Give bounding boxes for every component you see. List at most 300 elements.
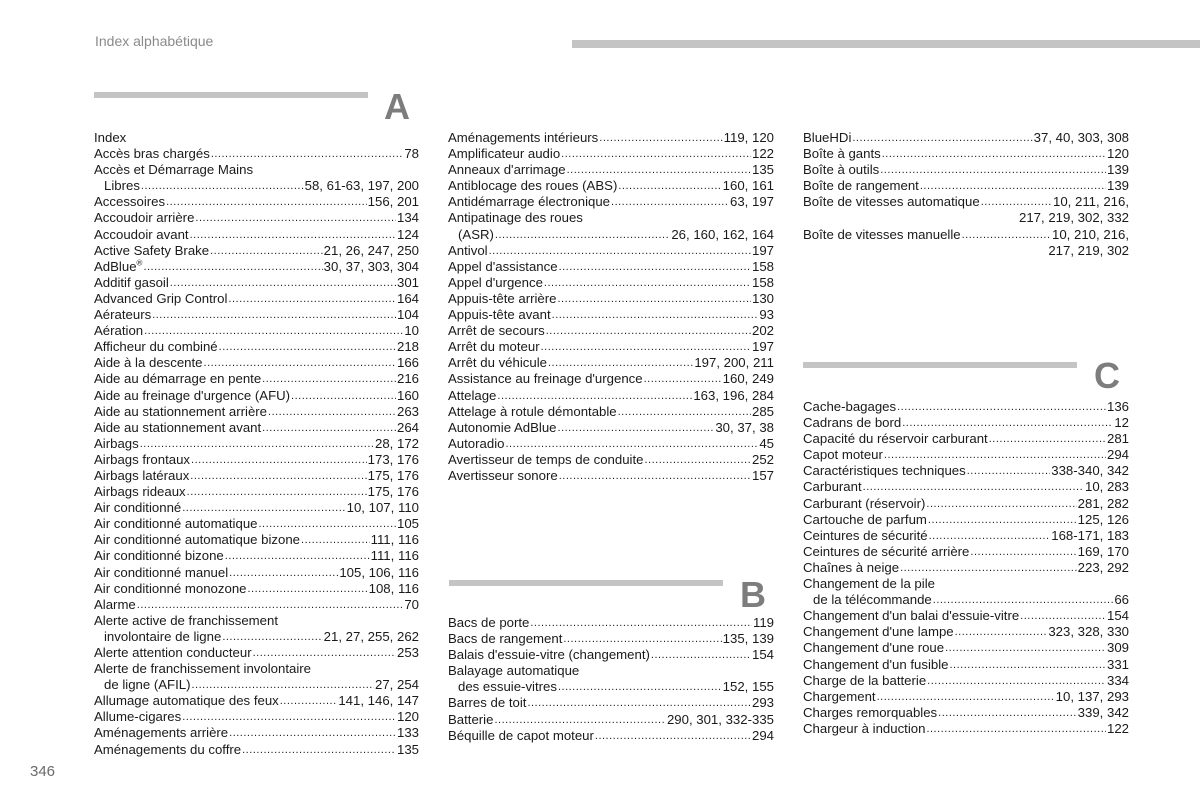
dot-leader <box>182 500 345 516</box>
index-entry-pages: 119, 120 <box>723 130 774 145</box>
index-entry-label: Avertisseur de temps de conduite <box>448 451 644 467</box>
dot-leader <box>170 275 396 291</box>
index-entry-pages: 122 <box>1106 720 1129 736</box>
index-entry-label: Alarme <box>94 596 136 612</box>
header-bar <box>572 40 1200 48</box>
dot-leader <box>611 194 729 210</box>
index-entry-pages: 331 <box>1106 656 1129 672</box>
index-entry-pages: 10, 210, 216, <box>1052 226 1129 242</box>
index-entry <box>448 615 774 631</box>
section-c-bar <box>803 362 1077 368</box>
dot-leader <box>544 275 751 291</box>
index-entry-label: Balais d'essuie-vitre (changement) <box>448 647 650 663</box>
index-entry <box>448 130 774 146</box>
dot-leader <box>558 679 722 695</box>
index-entry-label: Charge de la batterie <box>803 672 927 688</box>
index-entry <box>448 679 774 695</box>
index-entry-pages: 130 <box>751 290 774 306</box>
index-entry <box>803 399 1129 415</box>
dot-leader <box>548 355 693 371</box>
index-entry-label: Capacité du réservoir carburant <box>803 431 988 447</box>
dot-leader <box>211 146 404 162</box>
index-entry-pages: 120 <box>1106 146 1129 162</box>
dot-leader <box>192 677 375 693</box>
index-entry-label: Advanced Grip Control <box>94 290 228 306</box>
index-entry-label: Béquille de capot moteur <box>448 727 594 743</box>
index-entry <box>803 721 1129 737</box>
index-entry-pages: 26, 160, 162, 164 <box>671 226 774 242</box>
index-entry <box>448 275 774 291</box>
index-entry-pages: 133 <box>396 725 419 741</box>
index-entry <box>94 227 419 243</box>
index-entry-pages: 158 <box>751 274 774 290</box>
index-entry <box>448 307 774 323</box>
index-entry-pages: 166 <box>396 355 419 371</box>
index-entry-label: Airbags frontaux <box>94 451 191 467</box>
index-entry-label: Allumage automatique des feux <box>94 693 279 709</box>
index-entry-pages: 37, 40, 303, 308 <box>1033 130 1129 145</box>
dot-leader <box>967 463 1051 479</box>
index-entry <box>803 463 1129 479</box>
index-entry-pages: 338-340, 342 <box>1051 463 1129 479</box>
index-entry-pages: 134 <box>396 210 419 226</box>
index-entry-label: Arrêt du véhicule <box>448 355 547 371</box>
dot-leader <box>253 645 396 661</box>
dot-leader <box>563 631 721 647</box>
dot-leader <box>222 629 322 645</box>
index-entry-pages: 58, 61-63, 197, 200 <box>304 178 419 194</box>
index-entry-label: Aide à la descente <box>94 355 203 371</box>
index-entry-label: (ASR) <box>458 226 494 242</box>
dot-leader <box>301 532 370 548</box>
index-entry-pages: 119 <box>752 615 774 630</box>
index-entry <box>94 452 419 468</box>
index-entry-pages: 10, 107, 110 <box>346 500 419 516</box>
index-entry-label: Accoudoir arrière <box>94 210 195 226</box>
index-entry-label: Active Safety Brake <box>94 242 210 258</box>
index-entry <box>803 544 1129 560</box>
index-entry-pages: 264 <box>396 419 419 435</box>
index-entry <box>803 673 1129 689</box>
dot-leader <box>929 528 1051 544</box>
index-entry <box>803 657 1129 673</box>
dot-leader <box>926 496 1076 512</box>
index-entry-label: Boîte de vitesses manuelle <box>803 226 961 242</box>
index-entry <box>94 709 419 725</box>
index-entry-label: Antiblocage des roues (ABS) <box>448 178 618 194</box>
index-entry <box>448 436 774 452</box>
index-entry-pages: 218 <box>396 339 419 355</box>
index-entry <box>94 210 419 226</box>
index-entry <box>94 548 419 564</box>
index-entry <box>448 259 774 275</box>
dot-leader <box>191 452 367 468</box>
index-entry-label: Air conditionné bizone <box>94 548 224 564</box>
index-entry <box>94 565 419 581</box>
index-entry-label: Accoudoir avant <box>94 226 189 242</box>
index-entry-label: Accessoires <box>94 194 166 210</box>
index-entry <box>448 339 774 355</box>
index-entry <box>803 479 1129 495</box>
dot-leader <box>644 452 751 468</box>
index-entry-label: Anneaux d'arrimage <box>448 162 566 178</box>
dot-leader <box>190 468 366 484</box>
page-number: 346 <box>30 763 56 780</box>
index-entry-label: AdBlue® <box>94 258 143 274</box>
index-entry-pages: 111, 116 <box>370 532 419 548</box>
index-entry-label: Caractéristiques techniques <box>803 463 966 479</box>
index-entry-label: Aide au démarrage en pente <box>94 371 262 387</box>
dot-leader <box>1020 608 1106 624</box>
index-entry-heading: Changement de la pile <box>803 576 935 592</box>
index-entry <box>94 307 419 323</box>
dot-leader <box>981 194 1052 210</box>
index-entry-heading: Accès et Démarrage Mains <box>94 162 254 178</box>
index-entry-label: Ceintures de sécurité <box>803 527 928 543</box>
index-entry <box>803 162 1129 178</box>
section-a-letter: A <box>384 86 410 127</box>
index-entry-label: Air conditionné monozone <box>94 580 247 596</box>
dot-leader <box>248 581 368 597</box>
index-entry-label: Afficheur du combiné <box>94 339 218 355</box>
dot-leader <box>262 420 396 436</box>
index-entry-label: Amplificateur audio <box>448 146 561 162</box>
dot-leader <box>489 243 751 259</box>
index-entry <box>803 227 1129 243</box>
index-entry <box>803 592 1129 608</box>
index-entry <box>803 705 1129 721</box>
index-entry-heading: Balayage automatique <box>448 663 580 679</box>
dot-leader <box>210 243 323 259</box>
index-entry-label: Aide au stationnement avant <box>94 419 262 435</box>
index-entry-pages: 309 <box>1106 640 1129 656</box>
dot-leader <box>204 355 396 371</box>
dot-leader <box>567 162 751 178</box>
index-entry <box>803 512 1129 528</box>
index-entry-pages: 139 <box>1106 178 1129 194</box>
dot-leader <box>143 259 322 275</box>
index-column-2-b <box>448 615 774 744</box>
index-entry-pages: 216 <box>396 371 419 387</box>
index-entry-label: Airbags <box>94 435 139 451</box>
index-entry-pages: 175, 176 <box>367 484 419 500</box>
index-entry-label: Aménagements intérieurs <box>448 130 599 145</box>
index-entry-pages: 197 <box>751 339 774 355</box>
index-entry <box>94 516 419 532</box>
index-entry-label: Appuis-tête avant <box>448 307 551 323</box>
index-entry <box>448 162 774 178</box>
dot-leader <box>144 323 403 339</box>
index-entry-label: Boîte de vitesses automatique <box>803 194 980 210</box>
index-entry-label: Cartouche de parfum <box>803 511 927 527</box>
index-entry-label: Aération <box>94 323 144 339</box>
index-entry <box>94 693 419 709</box>
dot-leader <box>644 371 722 387</box>
index-entry <box>448 388 774 404</box>
dot-leader <box>291 388 396 404</box>
dot-leader <box>599 130 722 146</box>
index-entry-label: Libres <box>104 178 140 194</box>
index-entry-pages: 10 <box>404 323 419 339</box>
dot-leader <box>495 227 670 243</box>
dot-leader <box>505 436 758 452</box>
dot-leader <box>897 399 1106 415</box>
dot-leader <box>595 728 751 744</box>
index-entry-label: Charges remorquables <box>803 704 938 720</box>
index-entry <box>803 415 1129 431</box>
index-entry <box>448 371 774 387</box>
dot-leader <box>494 712 665 728</box>
dot-leader <box>949 657 1106 673</box>
index-entry-pages: 21, 26, 247, 250 <box>323 242 419 258</box>
index-entry-pages: 66 <box>1114 592 1129 608</box>
index-entry <box>94 581 419 597</box>
index-entry-label: de la télécommande <box>813 592 932 608</box>
index-entry-label: Capot moteur <box>803 447 883 463</box>
index-entry <box>448 243 774 259</box>
index-entry-pages: 168-171, 183 <box>1051 527 1129 543</box>
index-entry-label: Alerte attention conducteur <box>94 645 252 660</box>
index-entry <box>94 468 419 484</box>
index-entry-pages: 12 <box>1114 415 1129 431</box>
dot-leader <box>546 323 751 339</box>
index-entry-label: Boîte de rangement <box>803 178 919 194</box>
dot-leader <box>527 695 751 711</box>
dot-leader <box>561 146 751 162</box>
index-entry-pages: 122 <box>751 146 774 162</box>
index-entry-heading: Alerte de franchissement involontaire <box>94 661 311 677</box>
section-c-letter: C <box>1094 355 1120 396</box>
index-entry-pages: 78 <box>404 146 419 162</box>
index-entry-pages: 111, 116 <box>370 548 419 564</box>
index-entry-pages: 10, 137, 293 <box>1055 688 1129 704</box>
index-entry-label: des essuie-vitres <box>458 679 557 695</box>
dot-leader <box>140 436 374 452</box>
dot-leader <box>877 689 1055 705</box>
index-entry-pages: 294 <box>751 727 774 743</box>
index-entry-label: Chaînes à neige <box>803 559 900 575</box>
index-entry-pages: 175, 176 <box>367 467 419 483</box>
index-entry-pages: 10, 211, 216, <box>1052 194 1129 210</box>
dot-leader <box>989 431 1106 447</box>
index-entry-label: Air conditionné <box>94 500 182 516</box>
dot-leader <box>880 162 1106 178</box>
index-entry <box>94 355 419 371</box>
index-entry-pages: 285 <box>751 403 774 419</box>
dot-leader <box>137 597 404 613</box>
index-entry <box>448 631 774 647</box>
index-entry-pages: 301 <box>396 274 419 290</box>
index-entry-pages: 197 <box>751 242 774 258</box>
dot-leader <box>557 291 751 307</box>
index-entry-pages: 253 <box>396 645 419 660</box>
index-entry-label: Aérateurs <box>94 307 152 323</box>
index-entry <box>94 404 419 420</box>
index-entry-pages: 104 <box>396 307 419 323</box>
index-entry-pages: 157 <box>751 467 774 483</box>
index-entry <box>448 695 774 711</box>
index-entry-pages: 63, 197 <box>730 194 774 210</box>
index-entry-label: Avertisseur sonore <box>448 467 558 483</box>
dot-leader <box>651 647 751 663</box>
dot-leader <box>552 307 759 323</box>
dot-leader <box>497 388 692 404</box>
index-entry-pages: 10, 283 <box>1085 479 1129 495</box>
index-entry-label: Barres de toit <box>448 695 527 711</box>
index-entry-pages: 252 <box>751 451 774 467</box>
dot-leader <box>927 673 1106 689</box>
index-entry-pages: 105 <box>396 516 419 532</box>
index-entry <box>94 436 419 452</box>
index-entry <box>803 178 1129 194</box>
index-entry-heading: Index <box>94 130 127 145</box>
dot-leader <box>141 178 304 194</box>
index-entry-label: involontaire de ligne <box>104 628 222 644</box>
index-entry-label: de ligne (AFIL) <box>104 677 191 693</box>
index-entry-pages: 136 <box>1106 399 1129 414</box>
index-entry <box>803 560 1129 576</box>
index-entry-heading: Alerte active de franchissement <box>94 612 278 628</box>
index-entry <box>803 640 1129 656</box>
dot-leader <box>229 725 396 741</box>
dot-leader <box>618 178 721 194</box>
index-entry-label: Assistance au freinage d'urgence <box>448 371 643 387</box>
index-entry <box>94 645 419 661</box>
dot-leader <box>933 592 1114 608</box>
index-entry <box>94 484 419 500</box>
index-entry-label: Air conditionné automatique <box>94 516 258 532</box>
dot-leader <box>530 615 752 631</box>
index-entry-pages: 263 <box>396 403 419 419</box>
index-entry <box>94 742 419 758</box>
index-entry-label: Appel d'urgence <box>448 274 543 290</box>
dot-leader <box>559 259 751 275</box>
dot-leader <box>884 447 1106 463</box>
index-entry-label: Changement d'un balai d'essuie-vitre <box>803 608 1020 624</box>
dot-leader <box>259 516 396 532</box>
index-entry <box>803 130 1129 146</box>
index-column-3 <box>803 130 1129 259</box>
index-entry-pages: 135 <box>396 741 419 757</box>
index-entry-pages: 27, 254 <box>375 677 419 693</box>
index-entry-label: Ceintures de sécurité arrière <box>803 543 970 559</box>
index-entry <box>94 500 419 516</box>
dot-leader <box>920 178 1106 194</box>
index-entry-pages: 108, 116 <box>368 580 419 596</box>
index-entry <box>94 291 419 307</box>
section-a-bar <box>94 92 368 98</box>
index-entry <box>94 194 419 210</box>
index-entry-pages: 163, 196, 284 <box>693 387 774 403</box>
index-entry <box>94 146 419 162</box>
dot-leader <box>945 640 1106 656</box>
index-entry-label: Air conditionné automatique bizone <box>94 532 301 548</box>
dot-leader <box>166 194 367 210</box>
index-entry-label: Chargement <box>803 688 876 704</box>
dot-leader <box>955 624 1048 640</box>
index-entry-pages: 154 <box>1106 608 1129 624</box>
index-entry-label: Allume-cigares <box>94 709 182 725</box>
index-entry-label: Bacs de rangement <box>448 631 563 647</box>
index-entry <box>94 597 419 613</box>
index-entry <box>803 447 1129 463</box>
index-entry-pages: 156, 201 <box>367 194 419 210</box>
index-entry-label: Aménagements arrière <box>94 725 229 741</box>
dot-leader <box>262 371 396 387</box>
dot-leader <box>902 415 1113 431</box>
index-entry-label: Boîte à gants <box>803 146 881 162</box>
index-entry-label: Carburant <box>803 479 862 495</box>
dot-leader <box>242 742 396 758</box>
index-entry <box>803 431 1129 447</box>
index-entry-pages: 28, 172 <box>375 435 419 451</box>
index-entry-pages: 152, 155 <box>722 679 774 695</box>
index-entry <box>94 243 419 259</box>
index-entry-pages: 30, 37, 38 <box>715 419 774 435</box>
index-entry-pages: 45 <box>759 435 774 451</box>
index-entry <box>803 146 1129 162</box>
index-entry-label: Carburant (réservoir) <box>803 495 926 511</box>
dot-leader <box>882 146 1106 162</box>
index-column-2 <box>448 130 774 484</box>
index-entry-label: Boîte à outils <box>803 162 880 178</box>
index-entry <box>448 468 774 484</box>
dot-leader <box>962 227 1051 243</box>
index-entry-label: Appel d'assistance <box>448 258 558 274</box>
dot-leader <box>926 721 1106 737</box>
index-entry <box>803 194 1129 210</box>
index-entry-pages-continued: 217, 219, 302, 332 <box>1019 210 1129 226</box>
index-entry-label: Air conditionné manuel <box>94 564 229 580</box>
index-entry <box>94 420 419 436</box>
index-entry <box>803 689 1129 705</box>
index-entry-pages: 160, 249 <box>722 371 774 387</box>
index-entry <box>94 725 419 741</box>
index-entry-label: Aide au freinage d'urgence (AFU) <box>94 387 291 403</box>
index-entry-label: Aide au stationnement arrière <box>94 403 268 419</box>
index-entry-label: Autonomie AdBlue <box>448 419 557 435</box>
index-entry <box>94 339 419 355</box>
index-entry <box>448 194 774 210</box>
index-entry <box>94 677 419 693</box>
dot-leader <box>970 544 1076 560</box>
index-entry-pages: 169, 170 <box>1077 543 1129 559</box>
dot-leader <box>268 404 396 420</box>
index-entry-pages: 30, 37, 303, 304 <box>323 258 419 274</box>
dot-leader <box>187 484 367 500</box>
index-entry-label: Cache-bagages <box>803 399 897 414</box>
index-entry-label: Changement d'un fusible <box>803 656 949 672</box>
index-entry <box>94 275 419 291</box>
index-entry-label: Aménagements du coffre <box>94 741 242 757</box>
index-entry <box>448 227 774 243</box>
dot-leader <box>195 210 396 226</box>
index-entry <box>448 712 774 728</box>
index-entry-pages: 294 <box>1106 447 1129 463</box>
index-column-3-c <box>803 399 1129 737</box>
index-entry <box>448 291 774 307</box>
index-entry-label: Changement d'une roue <box>803 640 945 656</box>
dot-leader <box>280 693 338 709</box>
index-entry-label: Airbags rideaux <box>94 484 186 500</box>
index-entry-label: Bacs de porte <box>448 615 530 630</box>
dot-leader <box>558 420 715 436</box>
index-entry <box>803 496 1129 512</box>
index-entry-label: Antivol <box>448 242 488 258</box>
index-entry-pages: 202 <box>751 323 774 339</box>
index-entry-pages-continued: 217, 219, 302 <box>1048 242 1129 258</box>
index-entry <box>94 532 419 548</box>
